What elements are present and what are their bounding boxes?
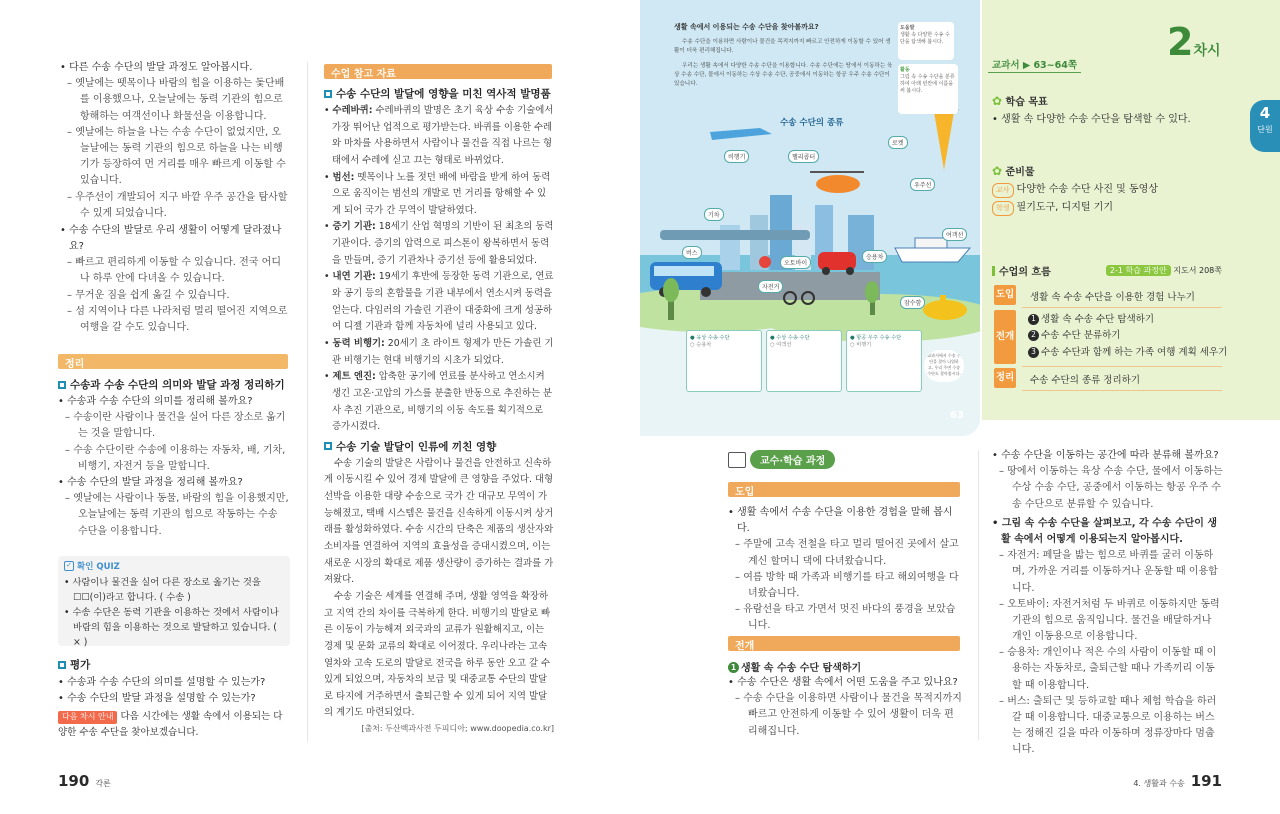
flow-stage-summary: 정리 (994, 368, 1016, 388)
prep-item: 교사 다양한 수송 수단 사진 및 동영상 (992, 181, 1224, 199)
list-item: – 수송이란 사람이나 물건을 실어 다른 장소로 옮기는 것을 말합니다. (65, 412, 286, 440)
left-col1 (60, 60, 290, 336)
tip-box: 도움말 생활 속 다양한 수송 수단을 탐색해 봅시다. (898, 22, 954, 60)
summary-heading: 수송과 수송 수단의 의미와 발달 과정 정리하기 (58, 377, 290, 392)
list-item: – 수송 수단을 이용하면 사람이나 물건을 목적지까지 빠르고 안전하게 이동할 수 있어 생활이 더욱 편리해집니다. (735, 693, 962, 737)
flow-tag-badge: 2-1 학습 과정안 (1106, 265, 1171, 276)
list-item: – 무거운 짐을 쉽게 옮길 수 있습니다. (67, 289, 230, 301)
dev-bar: 전개 (728, 636, 960, 651)
paw-icon: ✿ (992, 164, 1003, 178)
label-rocket: 로켓 (888, 136, 908, 149)
s-q2: • 수송 수단의 발달 과정을 정리해 볼까요? (58, 476, 243, 488)
s-q2-list (58, 491, 290, 540)
square-bullet-icon (324, 90, 332, 98)
right-column-divider (978, 450, 979, 740)
left-page-number: 190 각론 (58, 772, 111, 790)
eval-heading: 평가 (58, 657, 290, 672)
prep-list (992, 181, 1224, 217)
illustration-para2: 우리는 생활 속에서 다양한 수송 수단을 이용합니다. 수송 수단에는 땅에서 이동하는 육상 수송 수단, 물에서 이동하는 수상 수송 수단, 공중에서 이동하는 항공 우주 수송 수단이 있습니다. (674, 63, 893, 87)
intro-question: • 다른 수송 수단의 발달 과정도 알아봅시다. (60, 62, 253, 73)
illustration-title: 수송 수단의 종류 (780, 118, 844, 128)
list-item: – 옛날에는 하늘을 나는 수송 수단이 없었지만, 오늘날에는 동력 기관의 힘으로 하늘을 나는 비행기가 등장하여 먼 거리를 매우 빠르게 이동할 수 있습니다. (67, 126, 286, 187)
list-item: – 옛날에는 사람이나 동물, 바람의 힘을 이용했지만, 오늘날에는 동력 기관의 힘으로 작동하는 수송 수단을 이용합니다. (65, 493, 289, 537)
invention-item: • 동력 비행기: 20세기 초 라이트 형제가 만든 가솔린 기관 비행기는 현대 비행기의 시초가 되었다. (324, 337, 554, 366)
illustration-question: 생활 속에서 이용되는 수송 수단을 찾아볼까요? (674, 23, 819, 31)
list-item: – 버스: 출퇴근 및 등하교할 때나 체험 학습을 하러 갈 때 이용합니다. 대중교통으로 이용하는 버스는 정해진 길을 따라 이동하며 정류장마다 멈춥니다. (999, 695, 1217, 756)
hint-box: 활동 그림 속 수송 수단을 분류하여 아래 빈칸에 이름을 써 봅시다. (898, 64, 958, 114)
process-title: 교수·학습 과정 (728, 450, 835, 469)
lesson-number: 2 차시 (1167, 20, 1221, 64)
goal-item: • 생활 속 다양한 수송 수단을 탐색할 수 있다. (992, 114, 1191, 125)
impact-para1: 수송 기술의 발달은 사람이나 물건을 안전하고 신속하게 이동시킬 수 있어 경제 발달에 큰 영향을 주었다. 대형 선박을 이용한 대량 수송으로 국가 간 대규모 무역이 가능해졌고, 택배 시스템은 물건을 신속하게 이동시켜 상거래를 활성화하였다. 수송 시간의 단축은 제품의 생산자와 소비자를 연결하여 지역의 효율성을 증대시켰으며, 이는 새로운 시장의 확대로 제품 생산량이 증가하는 결과를 가져왔다. (324, 457, 554, 586)
list-item: – 수송 수단이란 수송에 이용하는 자동차, 배, 기차, 비행기, 자전거 등을 말합니다. (65, 444, 286, 472)
label-helicopter: 헬리콥터 (788, 150, 819, 163)
dev-section (728, 659, 962, 740)
goal-section: ✿ 학습 목표 • 생활 속 다양한 수송 수단을 탐색할 수 있다. (992, 93, 1224, 128)
eval-item: • 수송과 수송 수단의 의미를 설명할 수 있는가? (58, 677, 266, 688)
list-item: – 주말에 고속 전철을 타고 멀리 떨어진 곳에서 살고 계신 할머니 댁에 다녀왔습니다. (735, 539, 959, 567)
prep-section: ✿ 준비물 교사 다양한 수송 수단 사진 및 동영상 학생 필기도구, 디지털 기기 (992, 163, 1224, 217)
list-item: – 여름 방학 때 가족과 비행기를 타고 해외여행을 다녀왔습니다. (735, 571, 959, 599)
unit-tab: 4 단원 (1250, 100, 1280, 152)
eval-section (58, 657, 290, 740)
intro-list (60, 76, 290, 222)
dev-question: • 수송 수단은 생활 속에서 어떤 도움을 주고 있나요? (728, 677, 958, 688)
list-item: – 오토바이: 자전거처럼 두 바퀴로 이동하지만 동력 기관의 힘으로 움직입니다. 물건을 배달하거나 개인 이동용으로 이용합니다. (999, 598, 1220, 643)
intro-answers (728, 537, 962, 634)
q2: • 수송 수단의 발달로 우리 생활이 어떻게 달라졌나요? (60, 224, 282, 253)
impact-heading: 수송 기술 발달이 인류에 끼친 영향 (324, 439, 554, 454)
label-train: 기차 (704, 208, 724, 221)
label-bus: 버스 (682, 246, 702, 259)
speech-bubble: 교과서에서 수송 수단을 찾아 나열하고, 우리 주변 수송 수단도 찾아봅시다. (924, 350, 964, 382)
quiz-item: • 사람이나 물건을 실어 다른 장소로 옮기는 것을 ☐☐(이)라고 합니다. ( 수송 ) (64, 577, 261, 604)
flow-intro-item: 생활 속 수송 수단을 이용한 경험 나누기 (1030, 292, 1195, 303)
r-q1: • 수송 수단을 이동하는 공간에 따라 분류해 볼까요? (992, 450, 1219, 461)
s-q1: • 수송과 수송 수단의 의미를 정리해 볼까요? (58, 396, 253, 407)
list-item: – 승용차: 개인이나 적은 수의 사람이 이동할 때 이용하는 자동차로, 출퇴근할 때나 가족끼리 이동할 때 이용합니다. (999, 647, 1217, 691)
s-q1-list (58, 410, 290, 475)
invention-item: • 수레바퀴: 수레바퀴의 발명은 초기 육상 수송 기술에서 가장 뛰어난 업적으로 평가받는다. 바퀴를 이용한 수레와 마차를 사용하면서 사람이나 물건을 직접 나르는 형태에서 수레에 싣고 끄는 형태로 바뀌었다. (324, 105, 554, 166)
label-ship: 여객선 (942, 228, 967, 241)
textbook-illustration (640, 0, 980, 436)
label-motorcycle: 오토바이 (780, 256, 811, 269)
summary-bar: 정리 (58, 354, 288, 369)
flow-stage-intro: 도입 (994, 285, 1016, 305)
quiz-item: • 수송 수단은 동력 기관을 이용하는 것에서 사람이나 바람의 힘을 이용하는 것으로 발달하고 있습니다. ( × ) (64, 607, 279, 649)
label-spaceship: 우주선 (910, 178, 935, 191)
flow-divider (1022, 307, 1222, 308)
list-item: – 옛날에는 뗏목이나 바람의 힘을 이용하는 돛단배를 이용했으나, 오늘날에는 동력 기관의 힘으로 항해하는 여객선이나 화물선을 이용합니다. (67, 78, 285, 122)
q2-list (60, 255, 290, 336)
illustration-para1: 수송 수단을 이용하면 사람이나 물건을 목적지까지 빠르고 안전하게 이동할 수 있어 생활이 더욱 편리해집니다. (674, 39, 891, 54)
invention-heading: 수송 수단의 발달에 영향을 미친 역사적 발명품 (324, 86, 554, 101)
r-q2-answers (992, 548, 1224, 758)
dev-answers (728, 691, 962, 740)
reference-bar: 수업 참고 자료 (324, 64, 552, 79)
label-bicycle: 자전거 (758, 280, 783, 293)
square-bullet-icon (324, 442, 332, 450)
list-item: – 섬 지역이나 다른 나라처럼 멀리 떨어진 지역으로 여행을 갈 수도 있습니다. (67, 305, 288, 333)
flow-header: 수업의 흐름 2-1 학습 과정안 지도서 208쪽 (992, 263, 1222, 278)
r-q1-answers (992, 464, 1224, 513)
invention-item: • 증기 기관: 18세기 산업 혁명의 기반이 된 최초의 동력 기관이다. 증기의 압력으로 피스톤이 왕복하면서 동력을 만들며, 증기 기관차나 증기선 등에 활용되었다. (324, 221, 554, 266)
intro-section (728, 505, 962, 635)
impact-para2: 수송 기술은 세계를 연결해 주며, 생활 영역을 확장하고 지역 간의 차이를 극복하게 한다. 비행기의 발달로 빠른 이동이 가능해져 외국과의 교류가 원활해지고, 이는 경제 및 문화 교류의 확대로 이어졌다. 우리나라는 고속 열차와 고속 도로의 발달로 전국을 하루 동안 오고 갈 수 있게 되었으며, 자동차의 보급 및 대중교통 수단의 발달로 타지에 거주하면서 출퇴근할 수 있게 되어 지역 발달의 계기도 마련되었다. (324, 590, 551, 719)
teacher-icon (728, 452, 746, 468)
flow-divider (1022, 390, 1222, 391)
label-airplane: 비행기 (724, 150, 749, 163)
invention-item: • 범선: 뗏목이나 노를 젓던 배에 바람을 받게 하여 동력으로 움직이는 범선의 개발로 먼 거리를 항해할 수 있게 되어 국가 간 무역이 발달하였다. (324, 171, 551, 216)
check-icon: ✓ (64, 561, 74, 571)
classify-box-air: ● 항공 우주 수송 수단 ○ 비행기 (846, 330, 922, 392)
next-lesson: 다음 차시 안내 다음 시간에는 생활 속에서 이용되는 다양한 수송 수단을 찾아보겠습니다. (58, 711, 283, 738)
next-badge: 다음 차시 안내 (58, 711, 117, 724)
dev-heading: 1 생활 속 수송 수단 탐색하기 (728, 659, 962, 674)
classify-box-land: ● 육상 수송 수단 ○ 승용차 (686, 330, 762, 392)
list-item: – 유람선을 타고 가면서 멋진 바다의 풍경을 보았습니다. (735, 604, 956, 632)
label-submarine: 잠수함 (900, 296, 925, 309)
label-car: 승용차 (862, 250, 887, 263)
right-page-number: 4. 생활과 수송 191 (1133, 772, 1222, 790)
quiz-list (64, 575, 284, 650)
list-item: – 자전거: 페달을 밟는 힘으로 바퀴를 굴러 이동하며, 가까운 거리를 이동하거나 운동할 때 이용합니다. (999, 550, 1218, 594)
list-item: – 우주선이 개발되어 지구 바깥 우주 공간을 탐사할 수 있게 되었습니다. (67, 191, 288, 219)
invention-item: • 제트 엔진: 압축한 공기에 연료를 분사하고 연소시켜 생긴 고온·고압의 가스를 분출한 반동으로 추진하는 분사 추진 기관으로, 비행기의 이동 속도를 획기적으로 증가시켰다. (324, 371, 553, 433)
flow-stage-dev: 전개 (994, 310, 1016, 364)
summary-section (58, 377, 290, 540)
invention-item: • 내연 기관: 19세기 후반에 등장한 동력 기관으로, 연료와 공기 등의 혼합물을 기관 내부에서 연소시켜 동력을 얻는다. 다임러의 가솔린 기관이 대중화에 크게 성공하여 디젤 기관과 함께 자동차에 널리 사용되고 있다. (324, 271, 554, 333)
list-item: – 땅에서 이동하는 육상 수송 수단, 물에서 이동하는 수상 수송 수단, 공중에서 이동하는 항공 우주 수송 수단으로 분류할 수 있습니다. (999, 466, 1223, 510)
intro-question: • 생활 속에서 수송 수단을 이용한 경험을 말해 봅시다. (728, 507, 953, 535)
flow-divider (1022, 366, 1222, 367)
reference-section (324, 86, 554, 736)
quiz-box (58, 556, 290, 649)
square-bullet-icon (58, 661, 66, 669)
source-citation: [출처: 두산백과사전 두피디아; www.doopedia.co.kr] (361, 724, 554, 734)
r-q2: • 그림 속 수송 수단을 살펴보고, 각 수송 수단이 생활 속에서 어떻게 이용되는지 알아봅시다. (992, 517, 1218, 545)
flow-summary-item: 수송 수단의 종류 정리하기 (1030, 375, 1141, 386)
eval-list (58, 675, 290, 707)
list-item: – 빠르고 편리하게 이동할 수 있습니다. 전국 어디나 하루 안에 다녀올 수 있습니다. (67, 257, 281, 285)
column-divider (307, 62, 308, 742)
textbook-ref: 교과서 ▶ 63~64쪽 (988, 57, 1081, 73)
square-bullet-icon (58, 381, 66, 389)
eval-item: • 수송 수단의 발달 과정을 설명할 수 있는가? (58, 693, 256, 705)
invention-list (324, 103, 554, 436)
quiz-title: ✓ 확인 QUIZ (64, 560, 284, 572)
paw-icon: ✿ (992, 94, 1003, 108)
classify-box-water: ● 수상 수송 수단 ○ 여객선 (766, 330, 842, 392)
illustration-page-number: 63 (950, 410, 964, 421)
prep-item: 학생 필기도구, 디지털 기기 (992, 199, 1224, 217)
lesson-panel (982, 0, 1280, 420)
flow-dev-items: 1 생활 속 수송 수단 탐색하기 2 수송 수단 분류하기 3 수송 수단과 함께 하는 가족 여행 계획 세우기 (1028, 312, 1227, 361)
intro-bar: 도입 (728, 482, 960, 497)
classify-section (992, 448, 1224, 759)
